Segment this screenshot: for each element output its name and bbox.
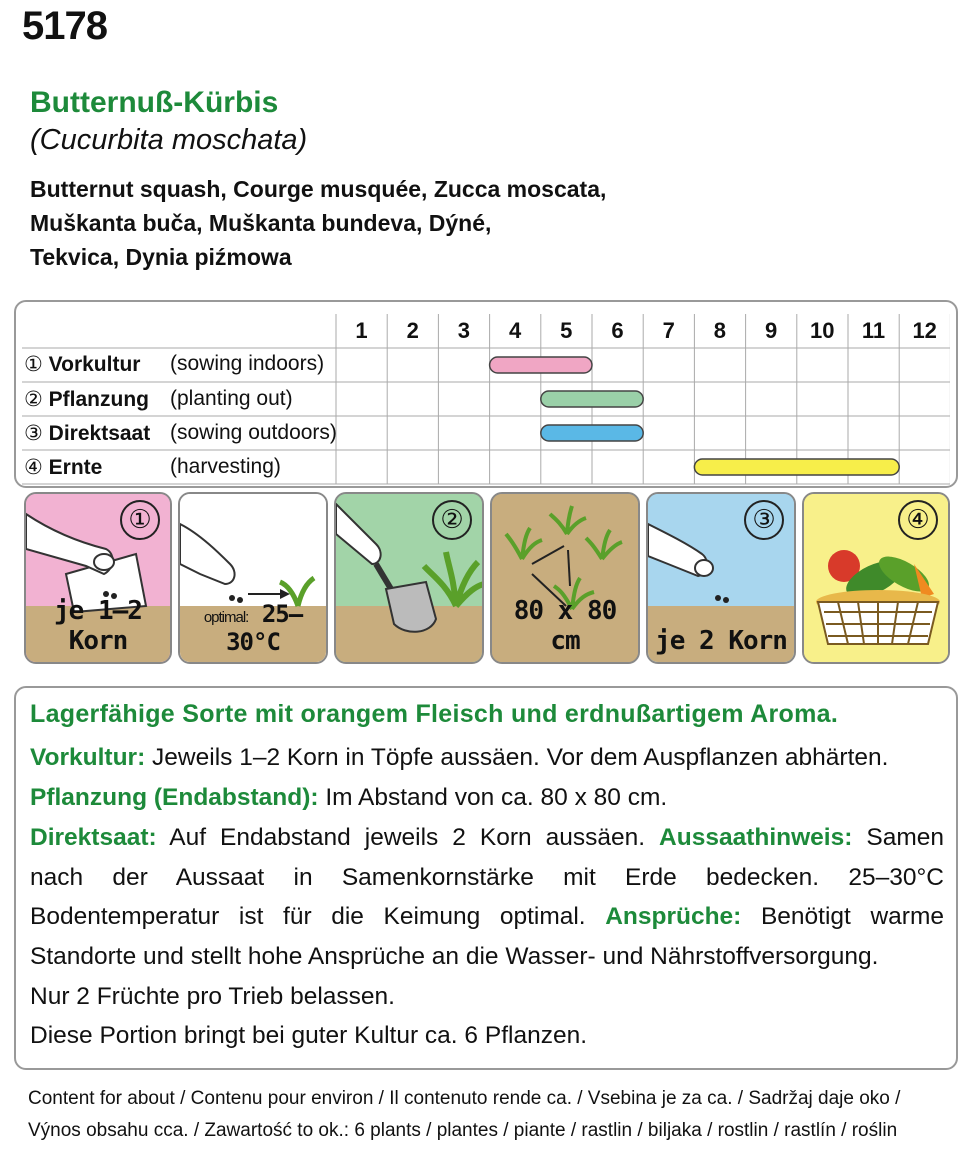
step-number: ① (120, 500, 160, 540)
panel-label: 80 x 80 cm (513, 596, 617, 656)
month-3: 3 (457, 318, 471, 343)
month-4: 4 (508, 318, 522, 343)
value-keimung: Bodentemperatur ist für die Keimung optimal. (30, 903, 586, 930)
panel-label: je 2 Korn (655, 626, 787, 656)
value-vorkultur: Jeweils 1–2 Korn in Töpfe aussäen. Vor dem Auspflanzen abhärten. (145, 744, 889, 771)
temperature-label: 25–30°C (226, 600, 303, 656)
row-direktsaat (24, 421, 337, 446)
month-8: 8 (713, 318, 727, 343)
text-line-9: Diese Portion bringt bei guter Kultur ca. 6 Pflanzen. (30, 1022, 588, 1049)
text-line-5: nach der Aussaat in Samenkornstärke mit Erde bedecken. 25–30°C (30, 864, 944, 891)
text-line-7: Standorte und stellt hohe Ansprüche an die Wasser- und Nährstoffversorgung. (30, 943, 879, 970)
month-12: 12 (912, 318, 937, 343)
month-6: 6 (611, 318, 624, 343)
row-sublabel: (sowing indoors) (170, 352, 325, 375)
period-bar-vorkultur (490, 357, 592, 373)
common-names-line-1: Butternut squash, Courge musquée, Zucca moscata, (30, 176, 607, 202)
row-pflanzung (24, 387, 293, 412)
step-number: ④ (898, 500, 938, 540)
panel-direct-sowing (646, 492, 796, 664)
panel-germination-temp (178, 492, 328, 664)
article-number: 5178 (22, 4, 107, 48)
value-pflanzung: Im Abstand von ca. 80 x 80 cm. (318, 784, 668, 811)
row-label: Pflanzung (48, 388, 149, 411)
month-11: 11 (861, 318, 886, 343)
row-label: Direktsaat (48, 422, 151, 445)
latin-name: (Cucurbita moschata) (30, 124, 308, 156)
month-2: 2 (406, 318, 419, 343)
footer-content-line-2: Výnos obsahu cca. / Zawartość to ok.: 6 plants / plantes / piante / rastlin / biljaka / rostlin / rastlín / roślin (28, 1120, 898, 1141)
row-ernte (24, 455, 281, 480)
row-number: ② (24, 388, 43, 411)
product-title: Butternuß-Kürbis (30, 86, 279, 119)
period-bar-direktsaat (541, 425, 643, 441)
text-line-6 (30, 903, 944, 931)
month-9: 9 (764, 318, 778, 343)
month-10: 10 (810, 318, 835, 343)
panel-label: je 1–2 Korn (54, 596, 142, 656)
row-vorkultur (24, 352, 325, 377)
text-direktsaat (30, 824, 944, 852)
panel-label (180, 600, 326, 656)
text-line-8: Nur 2 Früchte pro Trieb belassen. (30, 983, 395, 1010)
row-label: Vorkultur (48, 353, 141, 376)
footer-content-line-1: Content for about / Contenu pour environ / Il contenuto rende ca. / Vsebina je za ca. / Sadržaj daje oko / (28, 1088, 901, 1109)
row-label: Ernte (48, 456, 103, 479)
panel-planting-out (334, 492, 484, 664)
label-direktsaat: Direktsaat: (30, 824, 157, 851)
month-7: 7 (662, 318, 675, 343)
step-number: ② (432, 500, 472, 540)
row-sublabel: (sowing outdoors) (170, 421, 337, 444)
label-vorkultur: Vorkultur: (30, 744, 146, 771)
text-vorkultur (30, 744, 888, 772)
row-number: ③ (24, 422, 43, 445)
row-number: ① (24, 353, 43, 376)
label-ansprueche: Ansprüche: (605, 903, 742, 930)
row-sublabel: (harvesting) (170, 455, 281, 478)
month-5: 5 (560, 318, 573, 343)
row-number: ④ (24, 456, 43, 479)
common-names-line-3: Tekvica, Dynia piźmowa (30, 244, 292, 270)
period-bar-ernte (694, 459, 899, 475)
common-names-line-2: Muškanta buča, Muškanta bundeva, Dýné, (30, 210, 492, 236)
text-pflanzung (30, 784, 667, 812)
variety-headline: Lagerfähige Sorte mit orangem Fleisch und erdnußartigem Aroma. (30, 700, 839, 728)
panel-spacing (490, 492, 640, 664)
optimal-label: optimal: (203, 609, 249, 626)
label-aussaathinweis: Aussaathinweis: (659, 824, 853, 851)
panel-sowing-indoors (24, 492, 172, 664)
value-direktsaat: Auf Endabstand jeweils 2 Korn aussäen. (156, 824, 646, 851)
month-1: 1 (355, 318, 368, 343)
period-bar-pflanzung (541, 391, 643, 407)
row-sublabel: (planting out) (170, 387, 293, 410)
value-ansprueche: Benötigt warme (741, 903, 944, 930)
step-number: ③ (744, 500, 784, 540)
label-pflanzung: Pflanzung (Endabstand): (30, 784, 319, 811)
value-aussaathinweis: Samen (852, 824, 944, 851)
panel-harvest (802, 492, 950, 664)
